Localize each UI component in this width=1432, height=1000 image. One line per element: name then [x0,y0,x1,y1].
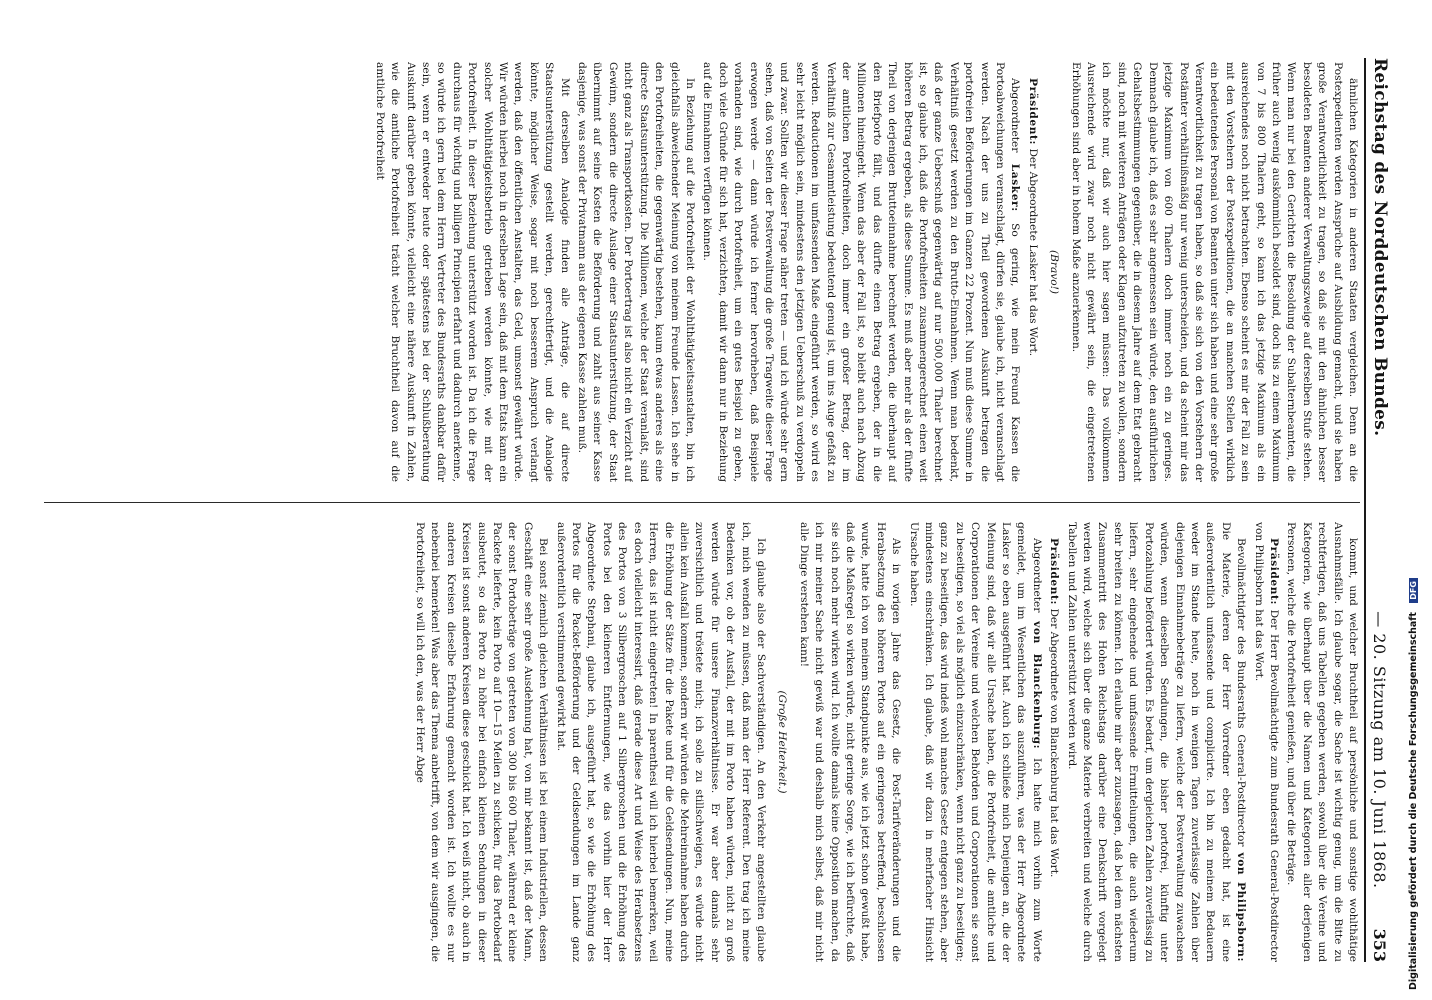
dfg-logo: DFG [1409,578,1418,603]
paragraph: Mit derselben Analogie finden alle Anträge, die auf directe Staatsunterstützung gestellt werden, gerechtfertigt, und die Analogie könnte, möglicher Weise, sogar mit noch besserem Anspruch verlangt werden, daß den öffentlichen Anstalten, das Geld, umsonst gewährt würde. Wir würden hierbei noch in derselben Lage sein, daß mit dem Etats kann ein solcher Wohlthätigkeitsbetrieb getrieben werden könnte, wie mit der Portofreiheit. In dieser Beziehung unterstützt worden ist. Da ich die Frage durchaus für wichtig und billigen Principien erfahrt und dadurch anerkenne, so würde ich gern bei dem Herrn Vertreter des Bundesraths dankbar dafür sein, wenn er entweder heute oder spätestens bei der Schlußberathung Auskunft darüber geben könnte, vielleicht eine nähere Auskunft in Zahlen, wie die amtliche Portofreiheit trächt welcher Bruchtheil davon auf die amtliche Portofreiheit [373,62,571,482]
speaker-name: Lasker: [1009,163,1022,212]
paragraph: Als in vorigen Jahre das Gesetz, die Post-Tarifveränderungen und die Herabsetzung des höheren Portos auf ein geringeres betreffend, beschlossen wurde, hatte ich von meinem Standpunkte aus, wie ich jetzt schon gewußt habe, daß die Maßregel so wirken würde, nicht geringe Sorge, wie ich befürchte, daß sie sich noch mehr wirken wird. Ich wollte damals keine Opposition machen, da ich mir meiner Sache nicht gewiß war und deshalb mich selbst, daß mir nicht alle Dinge verstehen kann! [797,522,903,962]
paragraph: ähnlichen Kategorien in anderen Staaten vergleichen. Denn an die Postexpedienten werden Ansprüche auf Ausbildung gemacht, und sie haben große Verantwortlichkeit zu tragen, so daß sie mit den ähnlichen besser besoldeten Beamten anderer Verwaltungszweige auf derselben Stufe stehen. Wenn man nur bei den Gerichten die Besoldung der Subalternbeamten, die früher auch wenig auskömmlich besoldet sind, doch bis zu einem Maximum von 7 bis 800 Thalern geht, so kann ich das jetzige Maximum als ein ausreichendes noch nicht betrachten. Ebenso scheint es mir der Fall zu sein mit den Vorstehern der Postexpeditionen, die an manchen Stellen wirklich ein bedeutendes Personal von Beamten unter sich haben und eine sehr große Verantwortlichkeit zu tragen haben, so daß sie sich von den Vorstehern der Postämter verhältnißmäßig nur wenig unterscheiden, und da scheint mir das jetzige Maximum von 600 Thalern doch immer noch ein zu geringes. Demnach glaube ich, daß es sehr angemessen sein würde, den ausführlichen Gehaltsbestimmungen gegenüber, die in diesem Jahre auf dem Etat gebracht sind, noch mit weiteren Anträgen oder Klagen aufzutreten zu wollen, sondern ich möchte nur, daß wir auch hier sagen müssen: Das vollkommen Ausreichende wird zwar noch nicht gewährt sein, die eingetretenen Erhöhungen sind aber in hohem Maße anzuerkennen. [1069,62,1359,482]
speaker-intro: Bevollmächtigter des Bundesraths General-Postdirector [1235,538,1248,847]
president-statement [1250,522,1281,962]
paragraph: Bei sonst ziemlich gleichen Verhältnissen ist bei einem Industriellen, dessen Geschäft eine sehr große Ausdehnung hat, von mir bekannt ist, daß der Mann, der sonst Portobeträge von getreten von 300 bis 600 Thaler, während er kleine Packete lieferte, kein Porto auf 10—15 Meilen zu schicken, für das Portobedarf ausbeutet, so das Porto zu höher bei einfach kleinen Sendungen in dieser Kreisen ist sonst anderen Kreisen diese geschickt hat. Ich weiß nicht, ob auch in anderen Kreisen dieselbe Erfahrung gemacht worden ist. Ich wollte es nur nebenbei bemerken! Was aber das Thema anbetrifft, von dem wir ausgingen, die Portofreiheit, so will ich den, was der Herr Abge [414,522,550,962]
speaker-paragraph [905,522,1044,962]
speech-text: So gering, wie mein Freund Kassen die Portoabweichungen veranschlagt, dürfen sie, glaube ich, nicht veranschlagt werden. Nach der uns zu Theil gewordenen Auskunft betragen die portofreien Beförderungen im Ganzen 22 Prozent. Nun muß diese Summe in Verhältniß gesetzt werden zu den Brutto-Einnahmen. Wenn man bedenkt, daß der ganze Ueberschuß gegenwärtig auf nur 500,000 Thaler berechnet ist, so glaube ich, daß die Portofreiheiten zusammengerechnet einen weit höheren Betrag ergeben, als diese Summe. Es muß aber mehr als der fünfte Theil von derjenigen Bruttoeinnahme berechnet werden, die überhaupt auf den Briefporto fällt, und das dürfte einen Betrag ergeben, der in die Millionen hineingeht. Wenn das aber der Fall ist, so bleibt auch nach Abzug der amtlichen Portofreiheiten, doch immer ein großer Betrag, der im Verhältniß zur Gesammtleistung bedeutend genug ist, um ins Auge gefaßt zu werden. Reductionen im umfassenden Maße eingeführt werden, so wird es sehr leicht möglich sein, mindestens den jetzigen Ueberschuß zu verdoppeln und zwar. Sollten wir dieser Frage näher treten — und ich würde sehr gern sehen, daß von Seiten der Postverwaltung die große Tragweite dieser Frage erwogen werde — dann würde ich ferner hervorheben, daß Beispiele vorhanden sind, wie durch Portofreiheit, um ein gutes Beispiel zu geben, doch viele Gründe für sich hat, verzichten, damit wir dann nur in Beziehung auf die Einnahmen verfügen können. [701,62,1022,482]
paragraph: kommt, und welcher Bruchtheil auf persönliche und sonstige wohlthätige Ausnahmsfälle. Ich glaube sogar, die Sache ist wichtig genug, um die Bitte zu rechtfertigen, daß uns Tabellen gegeben werden, sowohl über die Vereine und Kategorien, wie überhaupt über die Namen und Kategorien aller derjenigen Personen, welche die Portofreiheit genießen, und über die Beträge. [1285,522,1359,962]
president-label: Präsident: [1026,78,1039,146]
paragraph: Ich glaube also der Sachverständigen. An den Verkehr angestellten glaube ich, mich wenden zu müssen, daß man der Herr Referent. Den trag ich meine Bedenken vor, ob der Ausfall, der mit im Porto haben würden, nicht zu groß werden würde für unsere Finanzverhältnisse. Er war aber damals sehr zuversichtlich und tröstete mich; ich solle zu stillschweigen, es würde nicht allein kein Ausfall kommen, sondern wir würden die Mehreinnahme haben durch die Erhöhung der Sätze für die Pakete und für die Geldsendungen. Nun, meine Herren, das ist nicht eingetreten! In parenthesi will ich hierbei bemerken, weil es doch vielleicht interessirt, daß gerade diese Art und Weise des Herabsetzens des Portos von 3 Silbergroschen auf 1 Silbergroschen und die Erhöhung des Portos bei den kleineren Entfernungen, wie das vorhin hier der Herr Abgeordnete Stephani, glaube ich, ausgeführt hat, so wie die Erhöhung des Portos für die Packet-Beförderung und der Geldsendungen im Lande ganz außerordentlich verstimmend gewirkt hat. [554,522,767,962]
paragraph: In Beziehung auf die Portofreiheit der Wohlthätigkeitsanstalten, bin ich gleichfalls abweichender Meinung von meinem Freunde Lassen. Ich sehe in den Portofreiheiten, die gegenwärtig bestehen, kaum etwas anderes als eine directe Staatsunterstützung. Die Millionen, welche der Staat veranlaßt, sind nicht ganz als Transportkosten. Der Portoertrag ist also nicht ein Verzicht auf Gewinn, sondern die directe Auslage einer Staatsunterstützung, der Staat übernimmt auf seine Kosten die Beförderung und zahlt aus seiner Kasse dasjenige, was sonst der Privatmann aus der eigenen Kasse zahlen muß. [576,62,696,482]
digitization-sidebar [1408,10,1426,990]
speaker-paragraph [699,62,1023,482]
president-text: Der Abgeordnete von Blanckenburg hat das Wort. [1048,608,1061,878]
speech-text: Die Materie, deren der Herr Vorredner eben gedacht hat, ist eine außerordentlich umfassende und complicirte. Ich bin zu meinem Bedauern weder im Stande heute, noch in wenigen Tagen zuverlässige Zahlen über diejenigen Einnahmebeträge zu liefern, welche der Postverwaltung zuwachsen würden, wenn dieselben Sendungen, die bisher portofrei, künftig unter Portozahlung befördert würden. Es bedarf, um dergleichen Zahlen zuverlässig zu liefern, sehr eingehende und umfassende Ermittelungen, die auch wiederum sehr breiten zu können. Ich erlaube mir aber zuzusagen, daß bei dem nächsten Zusammentritt des Hohen Reichstags darüber eine Denkschrift vorgelegt werden wird, welche sich über die ganze Materie verbreiten und welche durch Tabellen und Zahlen unterstützt werden wird. [1065,522,1232,962]
column-divider [44,502,1360,503]
president-text: Der Herr Bevollmächtigte zum Bundesrath General-Postdirector von Philipsborn hat das Wort. [1252,522,1280,962]
president-text: Der Abgeordnete Lasker hat das Wort. [1026,148,1039,357]
text-column-right [44,522,1360,962]
text-column-left [44,62,1360,482]
president-statement [1024,62,1039,482]
speaker-name: von Blanckenburg: [1030,621,1043,750]
speaker-intro: Abgeordneter [1030,538,1043,613]
page-header [1364,58,1406,962]
speaker-paragraph [1063,522,1248,962]
digitization-credit [1408,10,1426,990]
speaker-intro: Abgeordneter [1009,78,1022,153]
president-statement [1046,522,1061,962]
stage-remark: (Große Heiterkeit.) [776,690,789,794]
president-label: Präsident: [1048,538,1061,606]
president-label: Präsident: [1267,538,1280,606]
stage-remark: (Bravo!) [1048,249,1061,295]
speaker-name: von Philipsborn: [1235,852,1248,962]
speech-text: Ich hatte mich vorhin zum Worte gemeldet, um im Wesentlichen das auszuführen, was der Herr Abgeordnete Lasker so eben ausgeführt hat. Auch ich schließe mich Denjenigen an, die der Meinung sind, daß wir alle Ursache haben, die Portofreiheit, die amtliche und Corporationen der Vereine und welchen Behörden und Corporationen sie sonst zu beseitigen, so viel als möglich einzuschränken, wenn nicht ganz zu beseitigen; ganz zu beseitigen, das wird indeß wohl manches Gesetz entgegen stehen, aber mindestens einschränken. Ich glaube, daß wir dazu in mehrfacher Hinsicht Ursache haben. [907,522,1043,962]
page-number: 353 [1370,928,1389,962]
publication-title: Reichstag des Norddeutschen Bundes. [1370,58,1390,437]
digitization-note: Digitalisierung gefördert durch die Deutsche Forschungsgemeinschaft [1408,612,1419,990]
header-right [1370,611,1389,962]
session-date: — 20. Sitzung am 10. Juni 1868. [1370,611,1389,889]
